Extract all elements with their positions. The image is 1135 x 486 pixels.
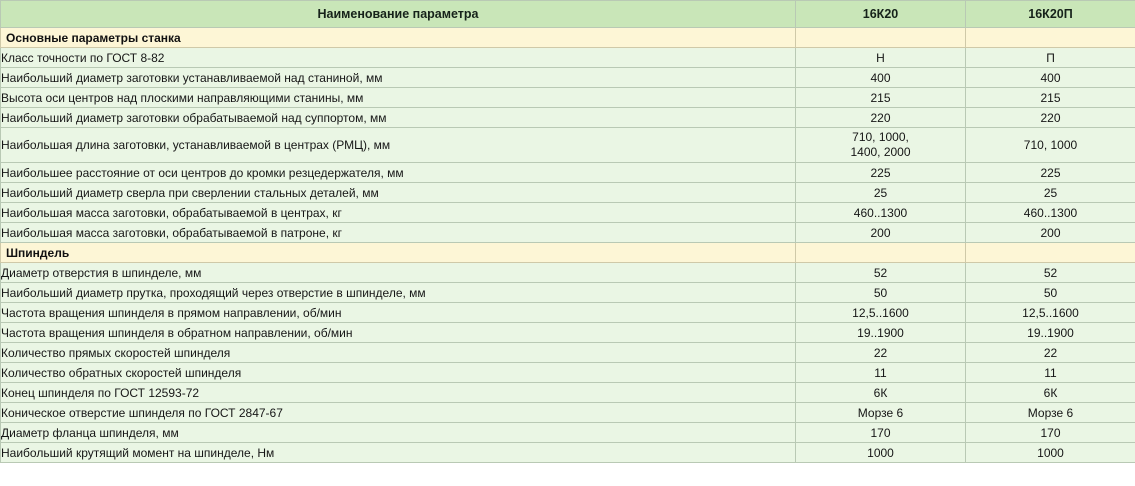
section-spacer-1: [796, 28, 966, 48]
parameter-name: Наибольшее расстояние от оси центров до кромки резцедержателя, мм: [1, 163, 796, 183]
table-row: [1, 203, 1135, 223]
parameter-name: Наибольший крутящий момент на шпинделе, Нм: [1, 443, 796, 463]
parameter-name: Частота вращения шпинделя в обратном направлении, об/мин: [1, 323, 796, 343]
value-model-2: 50: [966, 283, 1135, 303]
parameter-name: Класс точности по ГОСТ 8-82: [1, 48, 796, 68]
value-model-1: 225: [796, 163, 966, 183]
value-model-1: 460..1300: [796, 203, 966, 223]
parameter-name: Наибольшая масса заготовки, обрабатываемой в патроне, кг: [1, 223, 796, 243]
table-row: [1, 183, 1135, 203]
parameter-name: Диаметр отверстия в шпинделе, мм: [1, 263, 796, 283]
value-model-2: 12,5..1600: [966, 303, 1135, 323]
parameter-name: Конец шпинделя по ГОСТ 12593-72: [1, 383, 796, 403]
parameter-name: Количество прямых скоростей шпинделя: [1, 343, 796, 363]
table-body: [1, 28, 1135, 463]
value-model-1: 1000: [796, 443, 966, 463]
section-row: [1, 28, 1135, 48]
parameter-name: Наибольшая масса заготовки, обрабатываемой в центрах, кг: [1, 203, 796, 223]
table-row: [1, 108, 1135, 128]
value-model-1: Н: [796, 48, 966, 68]
table-row: [1, 343, 1135, 363]
parameter-name: Частота вращения шпинделя в прямом направлении, об/мин: [1, 303, 796, 323]
table-row: [1, 163, 1135, 183]
value-model-1: 11: [796, 363, 966, 383]
value-model-2: 710, 1000: [966, 128, 1135, 163]
value-model-1: 170: [796, 423, 966, 443]
section-spacer-2: [966, 243, 1135, 263]
value-model-2: П: [966, 48, 1135, 68]
table-row: [1, 383, 1135, 403]
value-model-1: Морзе 6: [796, 403, 966, 423]
table-row: [1, 68, 1135, 88]
value-model-1: 22: [796, 343, 966, 363]
table-row: [1, 223, 1135, 243]
value-model-2: Морзе 6: [966, 403, 1135, 423]
section-title: Основные параметры станка: [1, 28, 796, 48]
value-model-1: 25: [796, 183, 966, 203]
section-spacer-1: [796, 243, 966, 263]
table-row: [1, 363, 1135, 383]
table-row: [1, 403, 1135, 423]
parameter-name: Наибольший диаметр заготовки устанавливаемой над станиной, мм: [1, 68, 796, 88]
value-model-2: 220: [966, 108, 1135, 128]
table-header: [1, 1, 1135, 28]
parameter-name: Количество обратных скоростей шпинделя: [1, 363, 796, 383]
column-header-model-1: 16К20: [796, 1, 966, 28]
value-model-2: 11: [966, 363, 1135, 383]
value-model-1: 52: [796, 263, 966, 283]
table-row: [1, 443, 1135, 463]
value-model-1: 215: [796, 88, 966, 108]
parameter-name: Диаметр фланца шпинделя, мм: [1, 423, 796, 443]
parameter-name: Наибольшая длина заготовки, устанавливаемой в центрах (РМЦ), мм: [1, 128, 796, 163]
parameter-name: Наибольший диаметр прутка, проходящий через отверстие в шпинделе, мм: [1, 283, 796, 303]
value-model-2: 1000: [966, 443, 1135, 463]
value-model-1: 200: [796, 223, 966, 243]
section-spacer-2: [966, 28, 1135, 48]
table-row: [1, 303, 1135, 323]
parameter-name: Коническое отверстие шпинделя по ГОСТ 2847-67: [1, 403, 796, 423]
value-model-2: 225: [966, 163, 1135, 183]
table-row: [1, 283, 1135, 303]
header-row: [1, 1, 1135, 28]
value-model-2: 460..1300: [966, 203, 1135, 223]
parameter-name: Наибольший диаметр заготовки обрабатываемой над суппортом, мм: [1, 108, 796, 128]
value-model-2: 22: [966, 343, 1135, 363]
table-row: [1, 48, 1135, 68]
value-model-1: 710, 1000, 1400, 2000: [796, 128, 966, 163]
column-header-model-2: 16К20П: [966, 1, 1135, 28]
value-model-1: 19..1900: [796, 323, 966, 343]
value-model-2: 6К: [966, 383, 1135, 403]
table-row: [1, 128, 1135, 163]
parameter-name: Высота оси центров над плоскими направляющими станины, мм: [1, 88, 796, 108]
table-row: [1, 323, 1135, 343]
value-model-2: 52: [966, 263, 1135, 283]
value-model-2: 200: [966, 223, 1135, 243]
value-model-2: 25: [966, 183, 1135, 203]
value-model-1: 50: [796, 283, 966, 303]
table-row: [1, 88, 1135, 108]
value-model-1: 12,5..1600: [796, 303, 966, 323]
value-model-1: 6К: [796, 383, 966, 403]
value-model-2: 215: [966, 88, 1135, 108]
parameter-name: Наибольший диаметр сверла при сверлении стальных деталей, мм: [1, 183, 796, 203]
value-model-2: 19..1900: [966, 323, 1135, 343]
value-model-2: 170: [966, 423, 1135, 443]
value-model-2: 400: [966, 68, 1135, 88]
section-title: Шпиндель: [1, 243, 796, 263]
table-row: [1, 423, 1135, 443]
section-row: [1, 243, 1135, 263]
value-model-1: 220: [796, 108, 966, 128]
value-model-1: 400: [796, 68, 966, 88]
table-row: [1, 263, 1135, 283]
column-header-parameter: Наименование параметра: [1, 1, 796, 28]
